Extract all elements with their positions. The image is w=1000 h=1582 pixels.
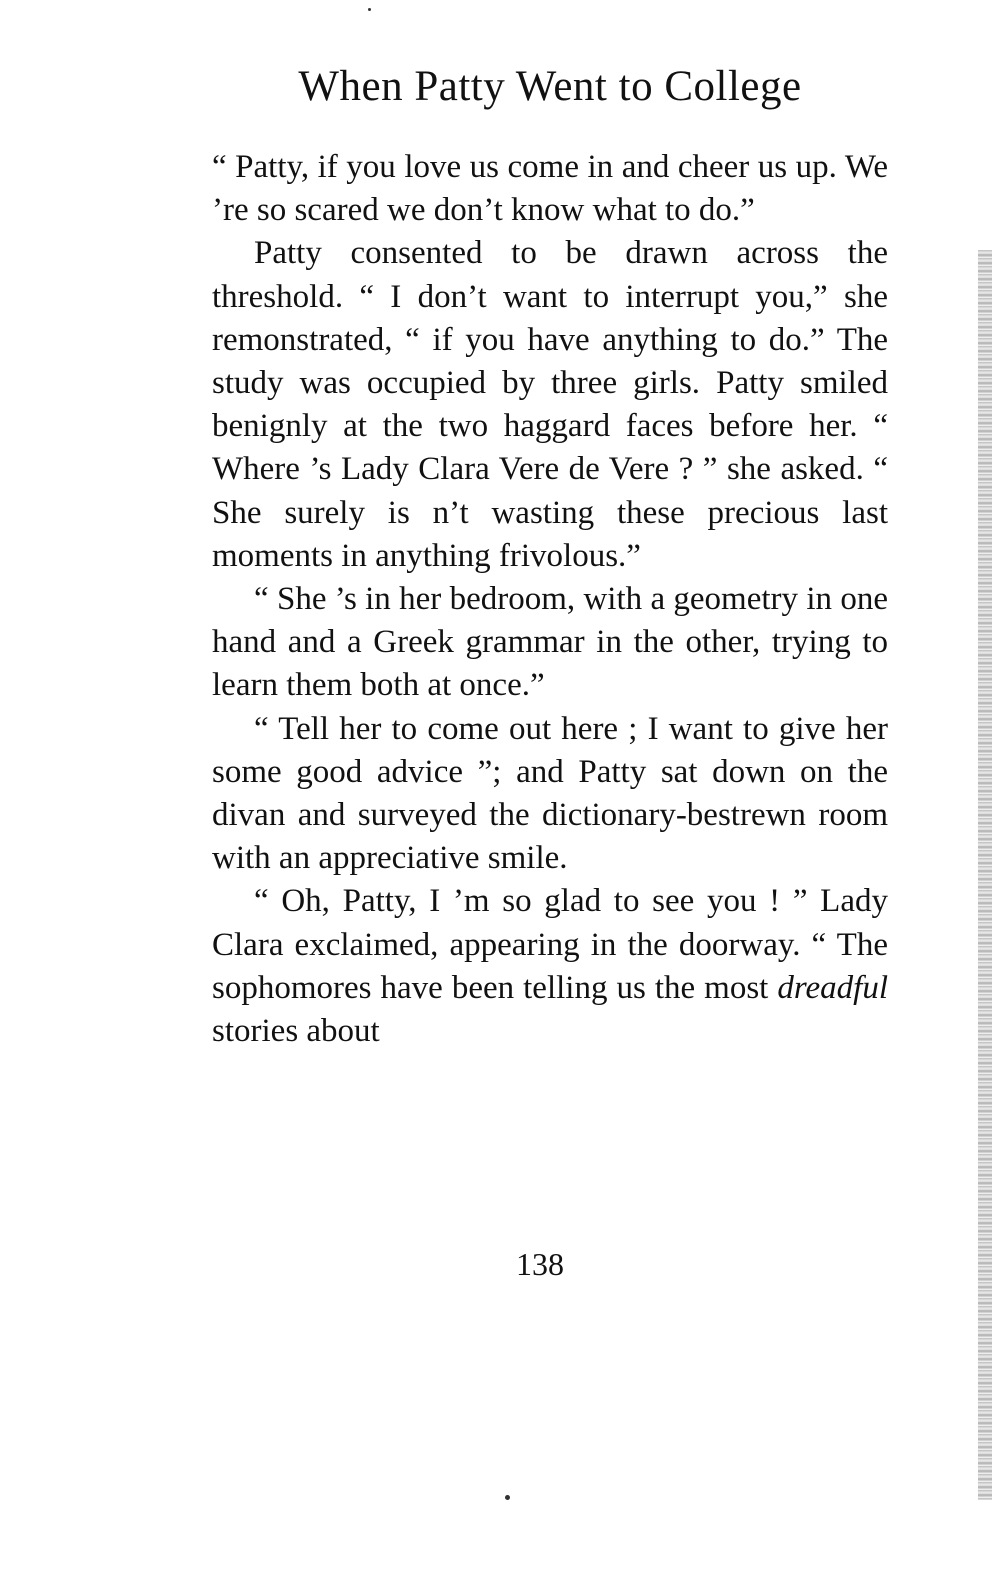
paragraph — [212, 708, 888, 881]
running-head: When Patty Went to College — [298, 63, 802, 110]
paragraph-text: “ She ’s in her bedroom, with a geometry in one hand and a Greek grammar in the other, trying to learn them both at once.” — [212, 581, 888, 704]
body-text — [212, 146, 888, 1053]
paragraph — [212, 146, 888, 232]
paragraph-text: “ Oh, Patty, I ’m so glad to see you ! ” Lady Clara exclaimed, appearing in the doorway. “ The sophomores have been telling us the most — [212, 883, 888, 1006]
italic-text: dreadful — [777, 969, 888, 1006]
paragraph-text: Patty consented to be drawn across the threshold. “ I don’t want to interrupt you,” she remonstrated, “ if you have anything to do.” The study was occupied by three girls. Patty smiled benignly at the two haggard faces before her. “ Where ’s Lady Clara Vere de Vere ? ” she asked. “ She surely is n’t wasting these precious last moments in anything frivolous.” — [212, 235, 888, 574]
paragraph-text: stories about — [212, 1013, 380, 1050]
paragraph-text: “ Tell her to come out here ; I want to give her some good advice ”; and Patty sat down on the divan and surveyed the dictionary-bestrewn room with an appreciative smile. — [212, 710, 888, 877]
paragraph — [212, 880, 888, 1053]
scan-speck — [505, 1495, 510, 1500]
scan-speck — [368, 8, 371, 11]
page-number: 138 — [516, 1246, 564, 1282]
paragraph — [212, 232, 888, 578]
paragraph — [212, 578, 888, 708]
scan-edge-shadow — [978, 250, 992, 1500]
paragraph-text: “ Patty, if you love us come in and cheer us up. We ’re so scared we don’t know what to do.” — [212, 149, 888, 229]
